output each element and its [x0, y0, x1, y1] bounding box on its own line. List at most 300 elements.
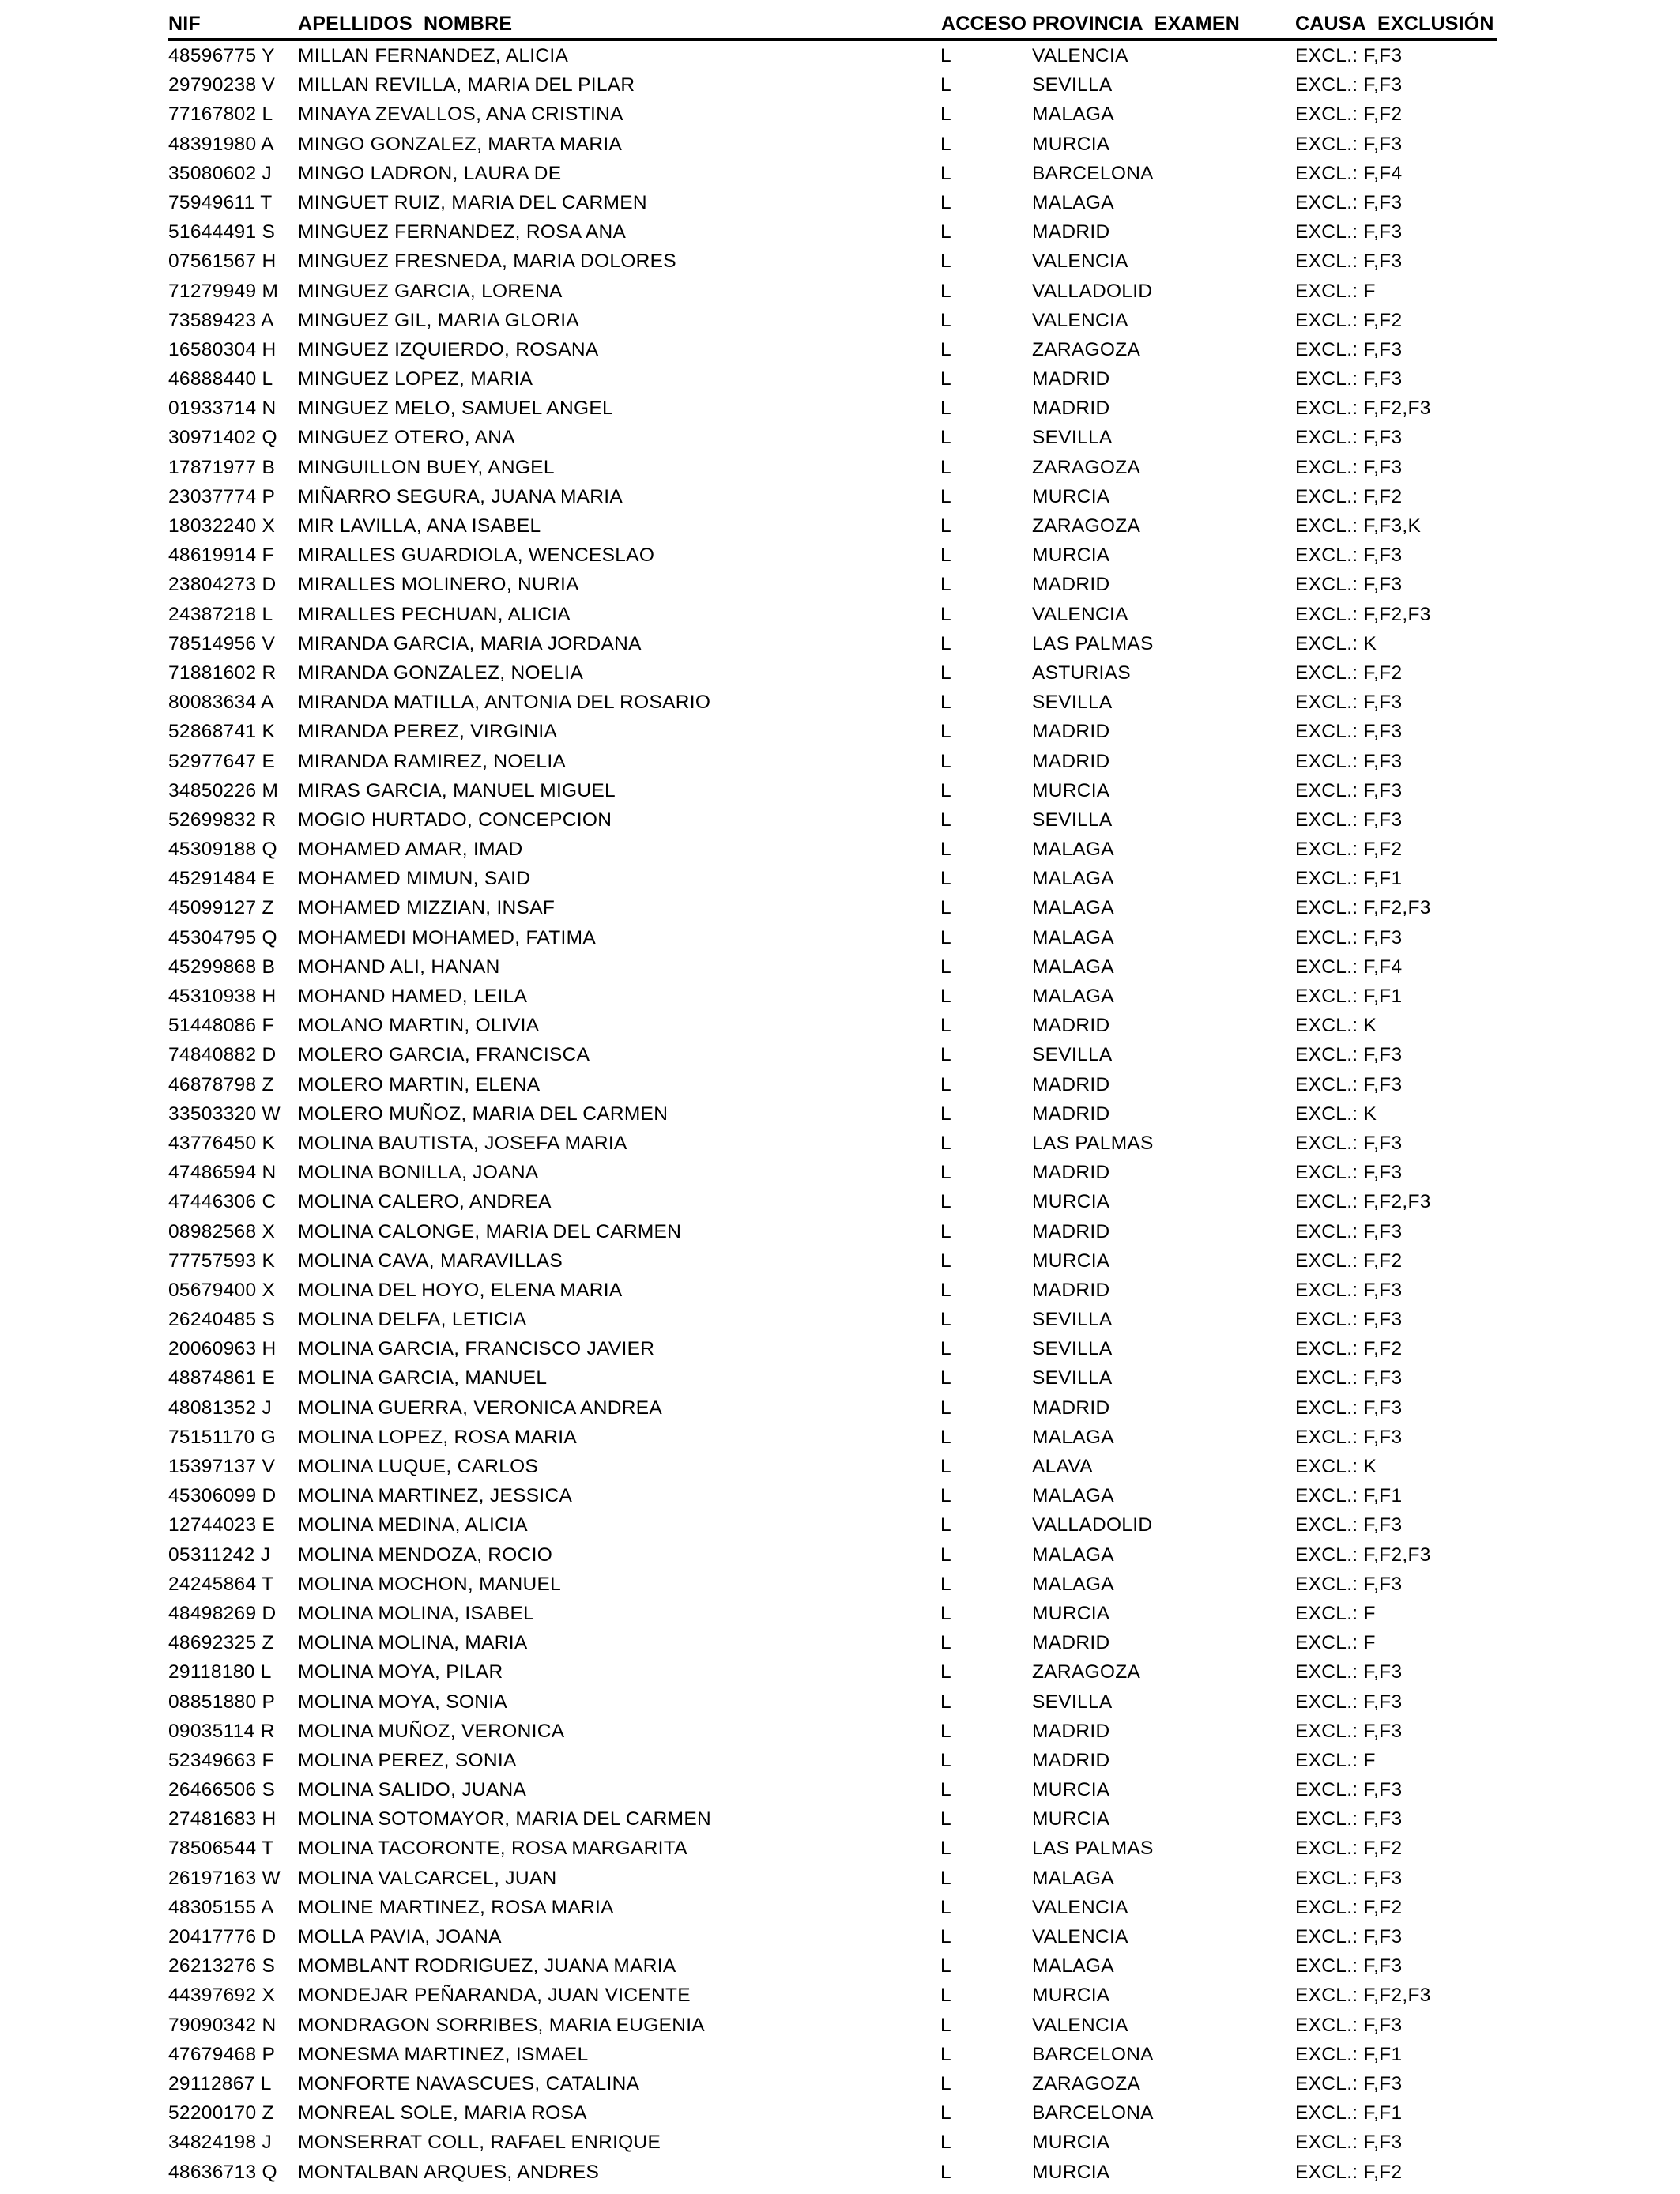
- cell-apellidos-nombre: MIRANDA GARCIA, MARIA JORDANA: [298, 632, 642, 654]
- cell-nif: 26197163 W: [168, 1867, 281, 1889]
- cell-causa-exclusion: EXCL.: F,F3: [1295, 2014, 1403, 2036]
- cell-nif: 75151170 G: [168, 1426, 277, 1448]
- cell-acceso: L: [940, 45, 951, 66]
- cell-apellidos-nombre: MOLINA CAVA, MARAVILLAS: [298, 1250, 563, 1272]
- cell-nif: 52868741 K: [168, 721, 276, 743]
- cell-causa-exclusion: EXCL.: F,F3: [1295, 251, 1403, 273]
- cell-acceso: L: [940, 1132, 951, 1154]
- table-row: [168, 688, 1497, 717]
- table-row: [168, 217, 1497, 247]
- cell-causa-exclusion: EXCL.: F: [1295, 280, 1376, 302]
- cell-apellidos-nombre: MOLINA PEREZ, SONIA: [298, 1749, 517, 1771]
- cell-provincia-examen: LAS PALMAS: [1032, 1838, 1154, 1860]
- cell-provincia-examen: SEVILLA: [1032, 1367, 1113, 1389]
- cell-apellidos-nombre: MOLINA BONILLA, JOANA: [298, 1162, 539, 1184]
- table-row: [168, 100, 1497, 129]
- table-row: [168, 130, 1497, 159]
- cell-acceso: L: [940, 1338, 951, 1360]
- cell-provincia-examen: MURCIA: [1032, 1250, 1110, 1272]
- cell-provincia-examen: MALAGA: [1032, 897, 1114, 919]
- cell-nif: 79090342 N: [168, 2014, 277, 2036]
- cell-nif: 48305155 A: [168, 1896, 274, 1918]
- cell-nif: 45291484 E: [168, 868, 276, 890]
- cell-apellidos-nombre: MOLINA MOLINA, ISABEL: [298, 1602, 535, 1624]
- cell-provincia-examen: BARCELONA: [1032, 2043, 1154, 2065]
- cell-apellidos-nombre: MOLINA SOTOMAYOR, MARIA DEL CARMEN: [298, 1808, 711, 1830]
- cell-apellidos-nombre: MONTALBAN ARQUES, ANDRES: [298, 2161, 600, 2183]
- cell-causa-exclusion: EXCL.: F,F3: [1295, 926, 1403, 948]
- cell-nif: 48596775 Y: [168, 45, 275, 66]
- cell-apellidos-nombre: MILLAN REVILLA, MARIA DEL PILAR: [298, 74, 635, 96]
- cell-apellidos-nombre: MOLINE MARTINEZ, ROSA MARIA: [298, 1896, 614, 1918]
- table-row: [168, 482, 1497, 511]
- cell-acceso: L: [940, 1456, 951, 1477]
- cell-causa-exclusion: EXCL.: F,F2: [1295, 2161, 1403, 2183]
- table-row: [168, 600, 1497, 629]
- table-row: [168, 835, 1497, 864]
- table-row: [168, 1540, 1497, 1570]
- cell-acceso: L: [940, 74, 951, 96]
- cell-nif: 45304795 Q: [168, 926, 277, 948]
- cell-nif: 26466506 S: [168, 1779, 276, 1801]
- cell-nif: 52699832 R: [168, 809, 277, 831]
- cell-apellidos-nombre: MOLINA BAUTISTA, JOSEFA MARIA: [298, 1132, 627, 1154]
- cell-provincia-examen: MADRID: [1032, 1749, 1110, 1771]
- cell-provincia-examen: ZARAGOZA: [1032, 338, 1141, 360]
- cell-provincia-examen: ZARAGOZA: [1032, 2072, 1141, 2094]
- cell-acceso: L: [940, 721, 951, 743]
- table-row: [168, 1334, 1497, 1363]
- cell-nif: 48619914 F: [168, 545, 274, 567]
- cell-provincia-examen: MADRID: [1032, 221, 1110, 243]
- cell-causa-exclusion: EXCL.: F,F2: [1295, 1896, 1403, 1918]
- column-header-causa-exclusion: CAUSA_EXCLUSIÓN: [1295, 13, 1494, 35]
- cell-nif: 24387218 L: [168, 603, 273, 625]
- cell-causa-exclusion: EXCL.: F,F3: [1295, 456, 1403, 478]
- cell-apellidos-nombre: MOLERO MUÑOZ, MARIA DEL CARMEN: [298, 1103, 669, 1125]
- cell-acceso: L: [940, 2043, 951, 2065]
- cell-provincia-examen: MALAGA: [1032, 956, 1114, 978]
- cell-apellidos-nombre: MOLINA MOYA, SONIA: [298, 1691, 507, 1713]
- cell-causa-exclusion: EXCL.: F: [1295, 1602, 1376, 1624]
- cell-provincia-examen: ZARAGOZA: [1032, 515, 1141, 537]
- table-row: [168, 2069, 1497, 2098]
- table-row: [168, 1099, 1497, 1129]
- cell-acceso: L: [940, 1514, 951, 1536]
- cell-apellidos-nombre: MINGO GONZALEZ, MARTA MARIA: [298, 133, 623, 155]
- cell-acceso: L: [940, 1162, 951, 1184]
- table-row: [168, 2098, 1497, 2128]
- cell-apellidos-nombre: MINGUEZ OTERO, ANA: [298, 427, 515, 449]
- cell-provincia-examen: MADRID: [1032, 1632, 1110, 1654]
- cell-causa-exclusion: EXCL.: F,F3: [1295, 2132, 1403, 2154]
- cell-nif: 29118180 L: [168, 1661, 272, 1683]
- cell-nif: 29790238 V: [168, 74, 276, 96]
- cell-acceso: L: [940, 1779, 951, 1801]
- cell-apellidos-nombre: MIÑARRO SEGURA, JUANA MARIA: [298, 485, 623, 507]
- cell-nif: 78514956 V: [168, 632, 276, 654]
- cell-acceso: L: [940, 1691, 951, 1713]
- cell-acceso: L: [940, 368, 951, 390]
- cell-provincia-examen: MALAGA: [1032, 104, 1114, 126]
- cell-provincia-examen: VALENCIA: [1032, 251, 1128, 273]
- cell-nif: 12744023 E: [168, 1514, 276, 1536]
- cell-acceso: L: [940, 309, 951, 331]
- cell-acceso: L: [940, 133, 951, 155]
- cell-causa-exclusion: EXCL.: F,F3: [1295, 779, 1403, 801]
- cell-nif: 48874861 E: [168, 1367, 276, 1389]
- cell-nif: 45099127 Z: [168, 897, 274, 919]
- table-row: [168, 277, 1497, 306]
- cell-acceso: L: [940, 1867, 951, 1889]
- cell-apellidos-nombre: MOLINA MENDOZA, ROCIO: [298, 1544, 553, 1566]
- table-row: [168, 1011, 1497, 1040]
- cell-causa-exclusion: EXCL.: F,F2,F3: [1295, 398, 1431, 420]
- cell-apellidos-nombre: MOLINA GARCIA, FRANCISCO JAVIER: [298, 1338, 655, 1360]
- cell-nif: 08851880 P: [168, 1691, 276, 1713]
- cell-acceso: L: [940, 1808, 951, 1830]
- cell-apellidos-nombre: MINGUILLON BUEY, ANGEL: [298, 456, 555, 478]
- cell-provincia-examen: SEVILLA: [1032, 1691, 1113, 1713]
- cell-provincia-examen: MADRID: [1032, 1279, 1110, 1301]
- cell-causa-exclusion: EXCL.: F: [1295, 1632, 1376, 1654]
- cell-acceso: L: [940, 897, 951, 919]
- cell-provincia-examen: MADRID: [1032, 750, 1110, 772]
- cell-nif: 48081352 J: [168, 1397, 273, 1419]
- cell-causa-exclusion: EXCL.: F,F1: [1295, 986, 1403, 1007]
- cell-causa-exclusion: EXCL.: F,F3: [1295, 1279, 1403, 1301]
- cell-provincia-examen: SEVILLA: [1032, 74, 1113, 96]
- cell-apellidos-nombre: MONFORTE NAVASCUES, CATALINA: [298, 2072, 640, 2094]
- table-row: [168, 335, 1497, 364]
- cell-apellidos-nombre: MIRALLES PECHUAN, ALICIA: [298, 603, 571, 625]
- table-row: [168, 1922, 1497, 1951]
- cell-nif: 23804273 D: [168, 574, 277, 596]
- cell-acceso: L: [940, 1103, 951, 1125]
- cell-provincia-examen: BARCELONA: [1032, 162, 1154, 184]
- cell-acceso: L: [940, 456, 951, 478]
- cell-nif: 35080602 J: [168, 162, 273, 184]
- table-row: [168, 658, 1497, 688]
- cell-causa-exclusion: EXCL.: K: [1295, 1456, 1377, 1477]
- cell-causa-exclusion: EXCL.: F,F3: [1295, 1426, 1403, 1448]
- table-row: [168, 864, 1497, 893]
- cell-provincia-examen: MALAGA: [1032, 1867, 1114, 1889]
- table-row: [168, 1717, 1497, 1746]
- cell-apellidos-nombre: MIR LAVILLA, ANA ISABEL: [298, 515, 541, 537]
- cell-acceso: L: [940, 1485, 951, 1507]
- cell-acceso: L: [940, 338, 951, 360]
- cell-provincia-examen: ALAVA: [1032, 1456, 1093, 1477]
- cell-acceso: L: [940, 779, 951, 801]
- cell-nif: 48498269 D: [168, 1602, 277, 1624]
- cell-provincia-examen: MURCIA: [1032, 779, 1110, 801]
- cell-acceso: L: [940, 162, 951, 184]
- cell-apellidos-nombre: MIRANDA PEREZ, VIRGINIA: [298, 721, 558, 743]
- column-header-apellidos-nombre: APELLIDOS_NOMBRE: [298, 13, 513, 35]
- cell-provincia-examen: VALENCIA: [1032, 309, 1128, 331]
- cell-causa-exclusion: EXCL.: F,F3: [1295, 1073, 1403, 1095]
- column-header-nif: NIF: [168, 13, 201, 35]
- table-row: [168, 2040, 1497, 2069]
- cell-causa-exclusion: EXCL.: F,F2: [1295, 1838, 1403, 1860]
- cell-apellidos-nombre: MOGIO HURTADO, CONCEPCION: [298, 809, 612, 831]
- cell-apellidos-nombre: MINAYA ZEVALLOS, ANA CRISTINA: [298, 104, 623, 126]
- cell-acceso: L: [940, 1749, 951, 1771]
- cell-nif: 07561567 H: [168, 251, 277, 273]
- cell-apellidos-nombre: MOLINA LOPEZ, ROSA MARIA: [298, 1426, 578, 1448]
- cell-provincia-examen: MURCIA: [1032, 1191, 1110, 1213]
- cell-acceso: L: [940, 1926, 951, 1947]
- cell-nif: 16580304 H: [168, 338, 277, 360]
- cell-nif: 48636713 Q: [168, 2161, 277, 2183]
- cell-causa-exclusion: EXCL.: F,F2,F3: [1295, 1544, 1431, 1566]
- cell-causa-exclusion: EXCL.: F,F3: [1295, 809, 1403, 831]
- table-row: [168, 1687, 1497, 1717]
- cell-causa-exclusion: EXCL.: F,F2,F3: [1295, 1985, 1431, 2007]
- cell-apellidos-nombre: MINGUEZ LOPEZ, MARIA: [298, 368, 533, 390]
- cell-apellidos-nombre: MINGUEZ MELO, SAMUEL ANGEL: [298, 398, 613, 420]
- cell-provincia-examen: VALENCIA: [1032, 603, 1128, 625]
- cell-nif: 23037774 P: [168, 485, 276, 507]
- cell-nif: 71279949 M: [168, 280, 279, 302]
- cell-apellidos-nombre: MIRALLES GUARDIOLA, WENCESLAO: [298, 545, 655, 567]
- cell-causa-exclusion: EXCL.: F,F4: [1295, 956, 1403, 978]
- table-row: [168, 1599, 1497, 1628]
- cell-causa-exclusion: EXCL.: F,F2: [1295, 1338, 1403, 1360]
- cell-causa-exclusion: EXCL.: F,F4: [1295, 162, 1403, 184]
- table-row: [168, 1246, 1497, 1276]
- cell-provincia-examen: VALENCIA: [1032, 1896, 1128, 1918]
- cell-acceso: L: [940, 1309, 951, 1331]
- table-row: [168, 1363, 1497, 1393]
- cell-apellidos-nombre: MINGUEZ IZQUIERDO, ROSANA: [298, 338, 599, 360]
- cell-acceso: L: [940, 2014, 951, 2036]
- cell-acceso: L: [940, 1397, 951, 1419]
- cell-nif: 73589423 A: [168, 309, 274, 331]
- cell-causa-exclusion: EXCL.: F,F2: [1295, 104, 1403, 126]
- table-row: [168, 1423, 1497, 1452]
- cell-causa-exclusion: EXCL.: F,F3: [1295, 750, 1403, 772]
- table-row: [168, 923, 1497, 952]
- cell-causa-exclusion: EXCL.: K: [1295, 1103, 1377, 1125]
- cell-acceso: L: [940, 1015, 951, 1037]
- cell-acceso: L: [940, 926, 951, 948]
- cell-acceso: L: [940, 398, 951, 420]
- cell-nif: 78506544 T: [168, 1838, 274, 1860]
- cell-provincia-examen: MADRID: [1032, 1397, 1110, 1419]
- cell-acceso: L: [940, 1896, 951, 1918]
- cell-causa-exclusion: EXCL.: F,F3: [1295, 1132, 1403, 1154]
- cell-nif: 20417776 D: [168, 1926, 277, 1947]
- cell-provincia-examen: MALAGA: [1032, 1485, 1114, 1507]
- cell-apellidos-nombre: MOHAMED MIMUN, SAID: [298, 868, 531, 890]
- table-row: [168, 1217, 1497, 1246]
- cell-nif: 29112867 L: [168, 2072, 272, 2094]
- cell-acceso: L: [940, 1985, 951, 2007]
- cell-causa-exclusion: EXCL.: F,F3: [1295, 1661, 1403, 1683]
- cell-provincia-examen: ZARAGOZA: [1032, 456, 1141, 478]
- cell-acceso: L: [940, 2102, 951, 2124]
- cell-nif: 05679400 X: [168, 1279, 276, 1301]
- cell-provincia-examen: LAS PALMAS: [1032, 632, 1154, 654]
- cell-apellidos-nombre: MOLINA LUQUE, CARLOS: [298, 1456, 539, 1477]
- cell-provincia-examen: VALENCIA: [1032, 2014, 1128, 2036]
- cell-apellidos-nombre: MOLANO MARTIN, OLIVIA: [298, 1015, 540, 1037]
- exclusion-list-table: [168, 9, 1497, 2187]
- cell-acceso: L: [940, 692, 951, 714]
- table-row: [168, 805, 1497, 835]
- table-row: [168, 1628, 1497, 1657]
- cell-nif: 45309188 Q: [168, 839, 277, 861]
- table-body: [168, 41, 1497, 2187]
- cell-nif: 45306099 D: [168, 1485, 277, 1507]
- column-header-provincia-examen: PROVINCIA_EXAMEN: [1032, 13, 1240, 35]
- cell-nif: 48692325 Z: [168, 1632, 274, 1654]
- cell-acceso: L: [940, 104, 951, 126]
- table-row: [168, 2011, 1497, 2040]
- cell-nif: 45310938 H: [168, 986, 277, 1007]
- table-row: [168, 1981, 1497, 2010]
- table-row: [168, 306, 1497, 335]
- cell-causa-exclusion: EXCL.: F,F2: [1295, 662, 1403, 684]
- table-row: [168, 41, 1497, 70]
- table-row: [168, 893, 1497, 922]
- cell-apellidos-nombre: MOLLA PAVIA, JOANA: [298, 1926, 502, 1947]
- cell-causa-exclusion: EXCL.: F,F3: [1295, 191, 1403, 213]
- cell-nif: 24245864 T: [168, 1573, 274, 1595]
- table-row: [168, 776, 1497, 805]
- cell-causa-exclusion: EXCL.: F,F3: [1295, 74, 1403, 96]
- cell-causa-exclusion: EXCL.: F,F3: [1295, 45, 1403, 66]
- cell-nif: 15397137 V: [168, 1456, 276, 1477]
- cell-apellidos-nombre: MONDRAGON SORRIBES, MARIA EUGENIA: [298, 2014, 705, 2036]
- cell-provincia-examen: SEVILLA: [1032, 427, 1113, 449]
- cell-apellidos-nombre: MINGO LADRON, LAURA DE: [298, 162, 562, 184]
- cell-provincia-examen: MALAGA: [1032, 868, 1114, 890]
- cell-provincia-examen: MALAGA: [1032, 1573, 1114, 1595]
- cell-causa-exclusion: EXCL.: F,F3: [1295, 574, 1403, 596]
- cell-apellidos-nombre: MOHAND HAMED, LEILA: [298, 986, 528, 1007]
- cell-nif: 01933714 N: [168, 398, 277, 420]
- cell-provincia-examen: VALENCIA: [1032, 1926, 1128, 1947]
- table-row: [168, 159, 1497, 188]
- cell-apellidos-nombre: MOLINA TACORONTE, ROSA MARGARITA: [298, 1838, 687, 1860]
- cell-nif: 26240485 S: [168, 1309, 276, 1331]
- cell-apellidos-nombre: MONREAL SOLE, MARIA ROSA: [298, 2102, 587, 2124]
- cell-causa-exclusion: EXCL.: F,F3: [1295, 1573, 1403, 1595]
- cell-apellidos-nombre: MOLINA VALCARCEL, JUAN: [298, 1867, 557, 1889]
- cell-provincia-examen: MALAGA: [1032, 1426, 1114, 1448]
- cell-apellidos-nombre: MIRAS GARCIA, MANUEL MIGUEL: [298, 779, 616, 801]
- table-row: [168, 1657, 1497, 1687]
- cell-provincia-examen: MALAGA: [1032, 986, 1114, 1007]
- cell-provincia-examen: SEVILLA: [1032, 1338, 1113, 1360]
- cell-apellidos-nombre: MONSERRAT COLL, RAFAEL ENRIQUE: [298, 2132, 661, 2154]
- cell-nif: 46888440 L: [168, 368, 273, 390]
- table-row: [168, 629, 1497, 658]
- cell-provincia-examen: MURCIA: [1032, 1808, 1110, 1830]
- cell-causa-exclusion: EXCL.: F,F3: [1295, 692, 1403, 714]
- cell-causa-exclusion: EXCL.: F,F3: [1295, 1397, 1403, 1419]
- cell-apellidos-nombre: MOLERO MARTIN, ELENA: [298, 1073, 541, 1095]
- cell-provincia-examen: SEVILLA: [1032, 809, 1113, 831]
- cell-nif: 18032240 X: [168, 515, 276, 537]
- cell-causa-exclusion: EXCL.: F,F2: [1295, 309, 1403, 331]
- cell-causa-exclusion: EXCL.: F,F3,K: [1295, 515, 1422, 537]
- cell-provincia-examen: MADRID: [1032, 574, 1110, 596]
- cell-causa-exclusion: EXCL.: F,F1: [1295, 2102, 1403, 2124]
- cell-provincia-examen: MADRID: [1032, 1220, 1110, 1242]
- cell-nif: 77167802 L: [168, 104, 273, 126]
- cell-acceso: L: [940, 632, 951, 654]
- cell-acceso: L: [940, 427, 951, 449]
- cell-acceso: L: [940, 1632, 951, 1654]
- cell-causa-exclusion: EXCL.: F,F3: [1295, 1779, 1403, 1801]
- cell-provincia-examen: MADRID: [1032, 1720, 1110, 1742]
- cell-acceso: L: [940, 1367, 951, 1389]
- table-row: [168, 1452, 1497, 1481]
- table-row: [168, 1834, 1497, 1863]
- cell-provincia-examen: SEVILLA: [1032, 1309, 1113, 1331]
- cell-nif: 17871977 B: [168, 456, 276, 478]
- cell-apellidos-nombre: MOLINA GARCIA, MANUEL: [298, 1367, 548, 1389]
- cell-acceso: L: [940, 662, 951, 684]
- cell-provincia-examen: MALAGA: [1032, 839, 1114, 861]
- cell-nif: 48391980 A: [168, 133, 274, 155]
- cell-acceso: L: [940, 1279, 951, 1301]
- cell-nif: 52200170 Z: [168, 2102, 274, 2124]
- cell-apellidos-nombre: MOLINA CALONGE, MARIA DEL CARMEN: [298, 1220, 682, 1242]
- cell-causa-exclusion: EXCL.: F,F3: [1295, 1220, 1403, 1242]
- cell-causa-exclusion: EXCL.: F,F2: [1295, 1250, 1403, 1272]
- cell-causa-exclusion: EXCL.: F,F3: [1295, 2072, 1403, 2094]
- cell-nif: 33503320 W: [168, 1103, 281, 1125]
- cell-acceso: L: [940, 1250, 951, 1272]
- cell-apellidos-nombre: MOLINA MARTINEZ, JESSICA: [298, 1485, 573, 1507]
- cell-causa-exclusion: EXCL.: F,F1: [1295, 1485, 1403, 1507]
- cell-acceso: L: [940, 545, 951, 567]
- cell-acceso: L: [940, 1661, 951, 1683]
- cell-causa-exclusion: EXCL.: F,F3: [1295, 1514, 1403, 1536]
- cell-apellidos-nombre: MONESMA MARTINEZ, ISMAEL: [298, 2043, 589, 2065]
- cell-acceso: L: [940, 2132, 951, 2154]
- cell-apellidos-nombre: MOLINA MUÑOZ, VERONICA: [298, 1720, 565, 1742]
- cell-acceso: L: [940, 986, 951, 1007]
- table-row: [168, 541, 1497, 570]
- cell-nif: 20060963 H: [168, 1338, 277, 1360]
- cell-apellidos-nombre: MOLINA MOYA, PILAR: [298, 1661, 503, 1683]
- cell-provincia-examen: VALLADOLID: [1032, 280, 1153, 302]
- cell-provincia-examen: MALAGA: [1032, 1955, 1114, 1977]
- table-row: [168, 1040, 1497, 1069]
- table-row: [168, 747, 1497, 776]
- cell-provincia-examen: MALAGA: [1032, 1544, 1114, 1566]
- cell-acceso: L: [940, 2072, 951, 2094]
- cell-provincia-examen: ZARAGOZA: [1032, 1661, 1141, 1683]
- cell-apellidos-nombre: MOLINA MOLINA, MARIA: [298, 1632, 528, 1654]
- table-row: [168, 70, 1497, 100]
- table-row: [168, 1158, 1497, 1187]
- cell-apellidos-nombre: MINGUEZ GARCIA, LORENA: [298, 280, 563, 302]
- table-row: [168, 1129, 1497, 1158]
- cell-nif: 52349663 F: [168, 1749, 274, 1771]
- cell-apellidos-nombre: MOLINA GUERRA, VERONICA ANDREA: [298, 1397, 662, 1419]
- cell-provincia-examen: MURCIA: [1032, 1985, 1110, 2007]
- cell-causa-exclusion: EXCL.: F,F3: [1295, 427, 1403, 449]
- cell-provincia-examen: BARCELONA: [1032, 2102, 1154, 2124]
- table-row: [168, 1393, 1497, 1423]
